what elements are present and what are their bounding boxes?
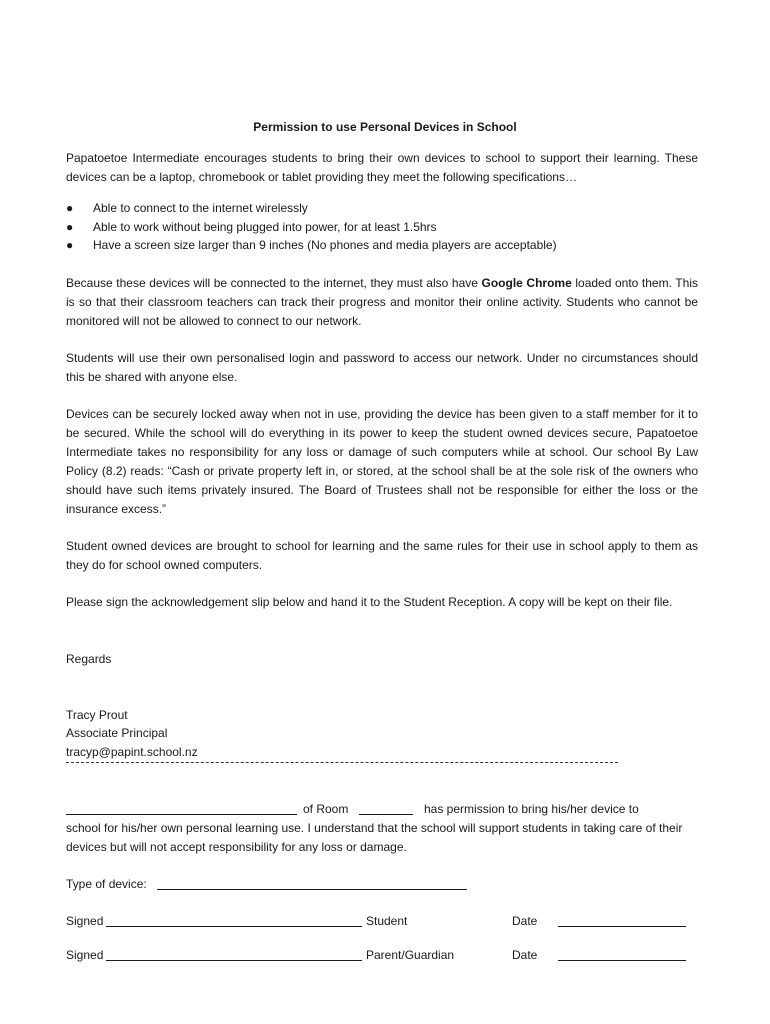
intro-paragraph: Papatoetoe Intermediate encourages students to bring their own devices to school to support their learning. These devices can be a laptop, chromebook or tablet providing they meet the following specifications… <box>66 151 698 184</box>
student-signature-field[interactable] <box>106 914 362 927</box>
security-paragraph: Devices can be securely locked away when not in use, providing the device has been given to a staff member for it to be secured. While the school will do everything in its power to keep the student owned devices secure, Papatoetoe Intermediate takes no responsibility for any loss or damage of such computers while at school. Our school By Law Policy (8.2) reads: “Cash or private property left in, or stored, at the school shall be at the sole risk of the owners who should have such items privately insured. The Board of Trustees shall not be responsible for either the loss or the insurance excess.” <box>66 407 698 516</box>
parent-signed-label: Signed <box>66 948 104 962</box>
bullet-icon: ● <box>66 238 74 252</box>
google-chrome-emphasis: Google Chrome <box>481 276 572 290</box>
parent-signature-field[interactable] <box>106 948 362 961</box>
google-chrome-paragraph: Because these devices will be connected to the internet, they must also have Google Chrome loaded onto them. This is so that their classroom teachers can track their progress and monitor their online activity. Students who cannot be monitored will not be allowed to connect to our network. <box>66 276 698 328</box>
student-name-field[interactable] <box>66 802 297 815</box>
permission-text: has permission to bring his/her device to <box>424 802 639 816</box>
list-item: ● Able to work without being plugged into power, for at least 1.5hrs <box>66 218 698 237</box>
bullet-icon: ● <box>66 201 74 215</box>
student-signed-label: Signed <box>66 914 104 928</box>
parent-date-label: Date <box>512 948 538 962</box>
device-type-field[interactable] <box>157 877 467 890</box>
parent-date-field[interactable] <box>558 948 686 961</box>
bullet-icon: ● <box>66 219 74 234</box>
list-item: ● Able to connect to the internet wirelessly <box>66 199 698 218</box>
login-paragraph: Students will use their own personalised login and password to access our network. Under no circumstances should this be shared with anyone else. <box>66 351 698 384</box>
regards-text: Regards <box>66 652 112 666</box>
permission-paragraph: school for his/her own personal learning use. I understand that the school will support students in taking care of their devices but will not accept responsibility for any loss or damage. <box>66 821 683 854</box>
sign-instruction-paragraph: Please sign the acknowledgement slip below and hand it to the Student Reception. A copy will be kept on their file. <box>66 595 673 609</box>
cut-line-divider <box>66 762 618 763</box>
room-field[interactable] <box>359 802 413 815</box>
list-item: ● Have a screen size larger than 9 inches (No phones and media players are acceptable) <box>66 236 698 255</box>
signatory-name: Tracy Prout <box>66 708 128 722</box>
rules-paragraph: Student owned devices are brought to school for learning and the same rules for their use in school apply to them as they do for school owned computers. <box>66 539 698 572</box>
specifications-list <box>66 199 698 255</box>
student-date-label: Date <box>512 914 538 928</box>
student-date-field[interactable] <box>558 914 686 927</box>
student-label: Student <box>366 914 408 928</box>
signatory-email: tracyp@papint.school.nz <box>66 745 198 759</box>
device-type-label: Type of device: <box>66 877 147 891</box>
parent-guardian-label: Parent/Guardian <box>366 948 455 962</box>
signatory-role: Associate Principal <box>66 726 168 740</box>
of-room-label: of Room <box>303 802 349 816</box>
document-title: Permission to use Personal Devices in School <box>253 120 517 134</box>
